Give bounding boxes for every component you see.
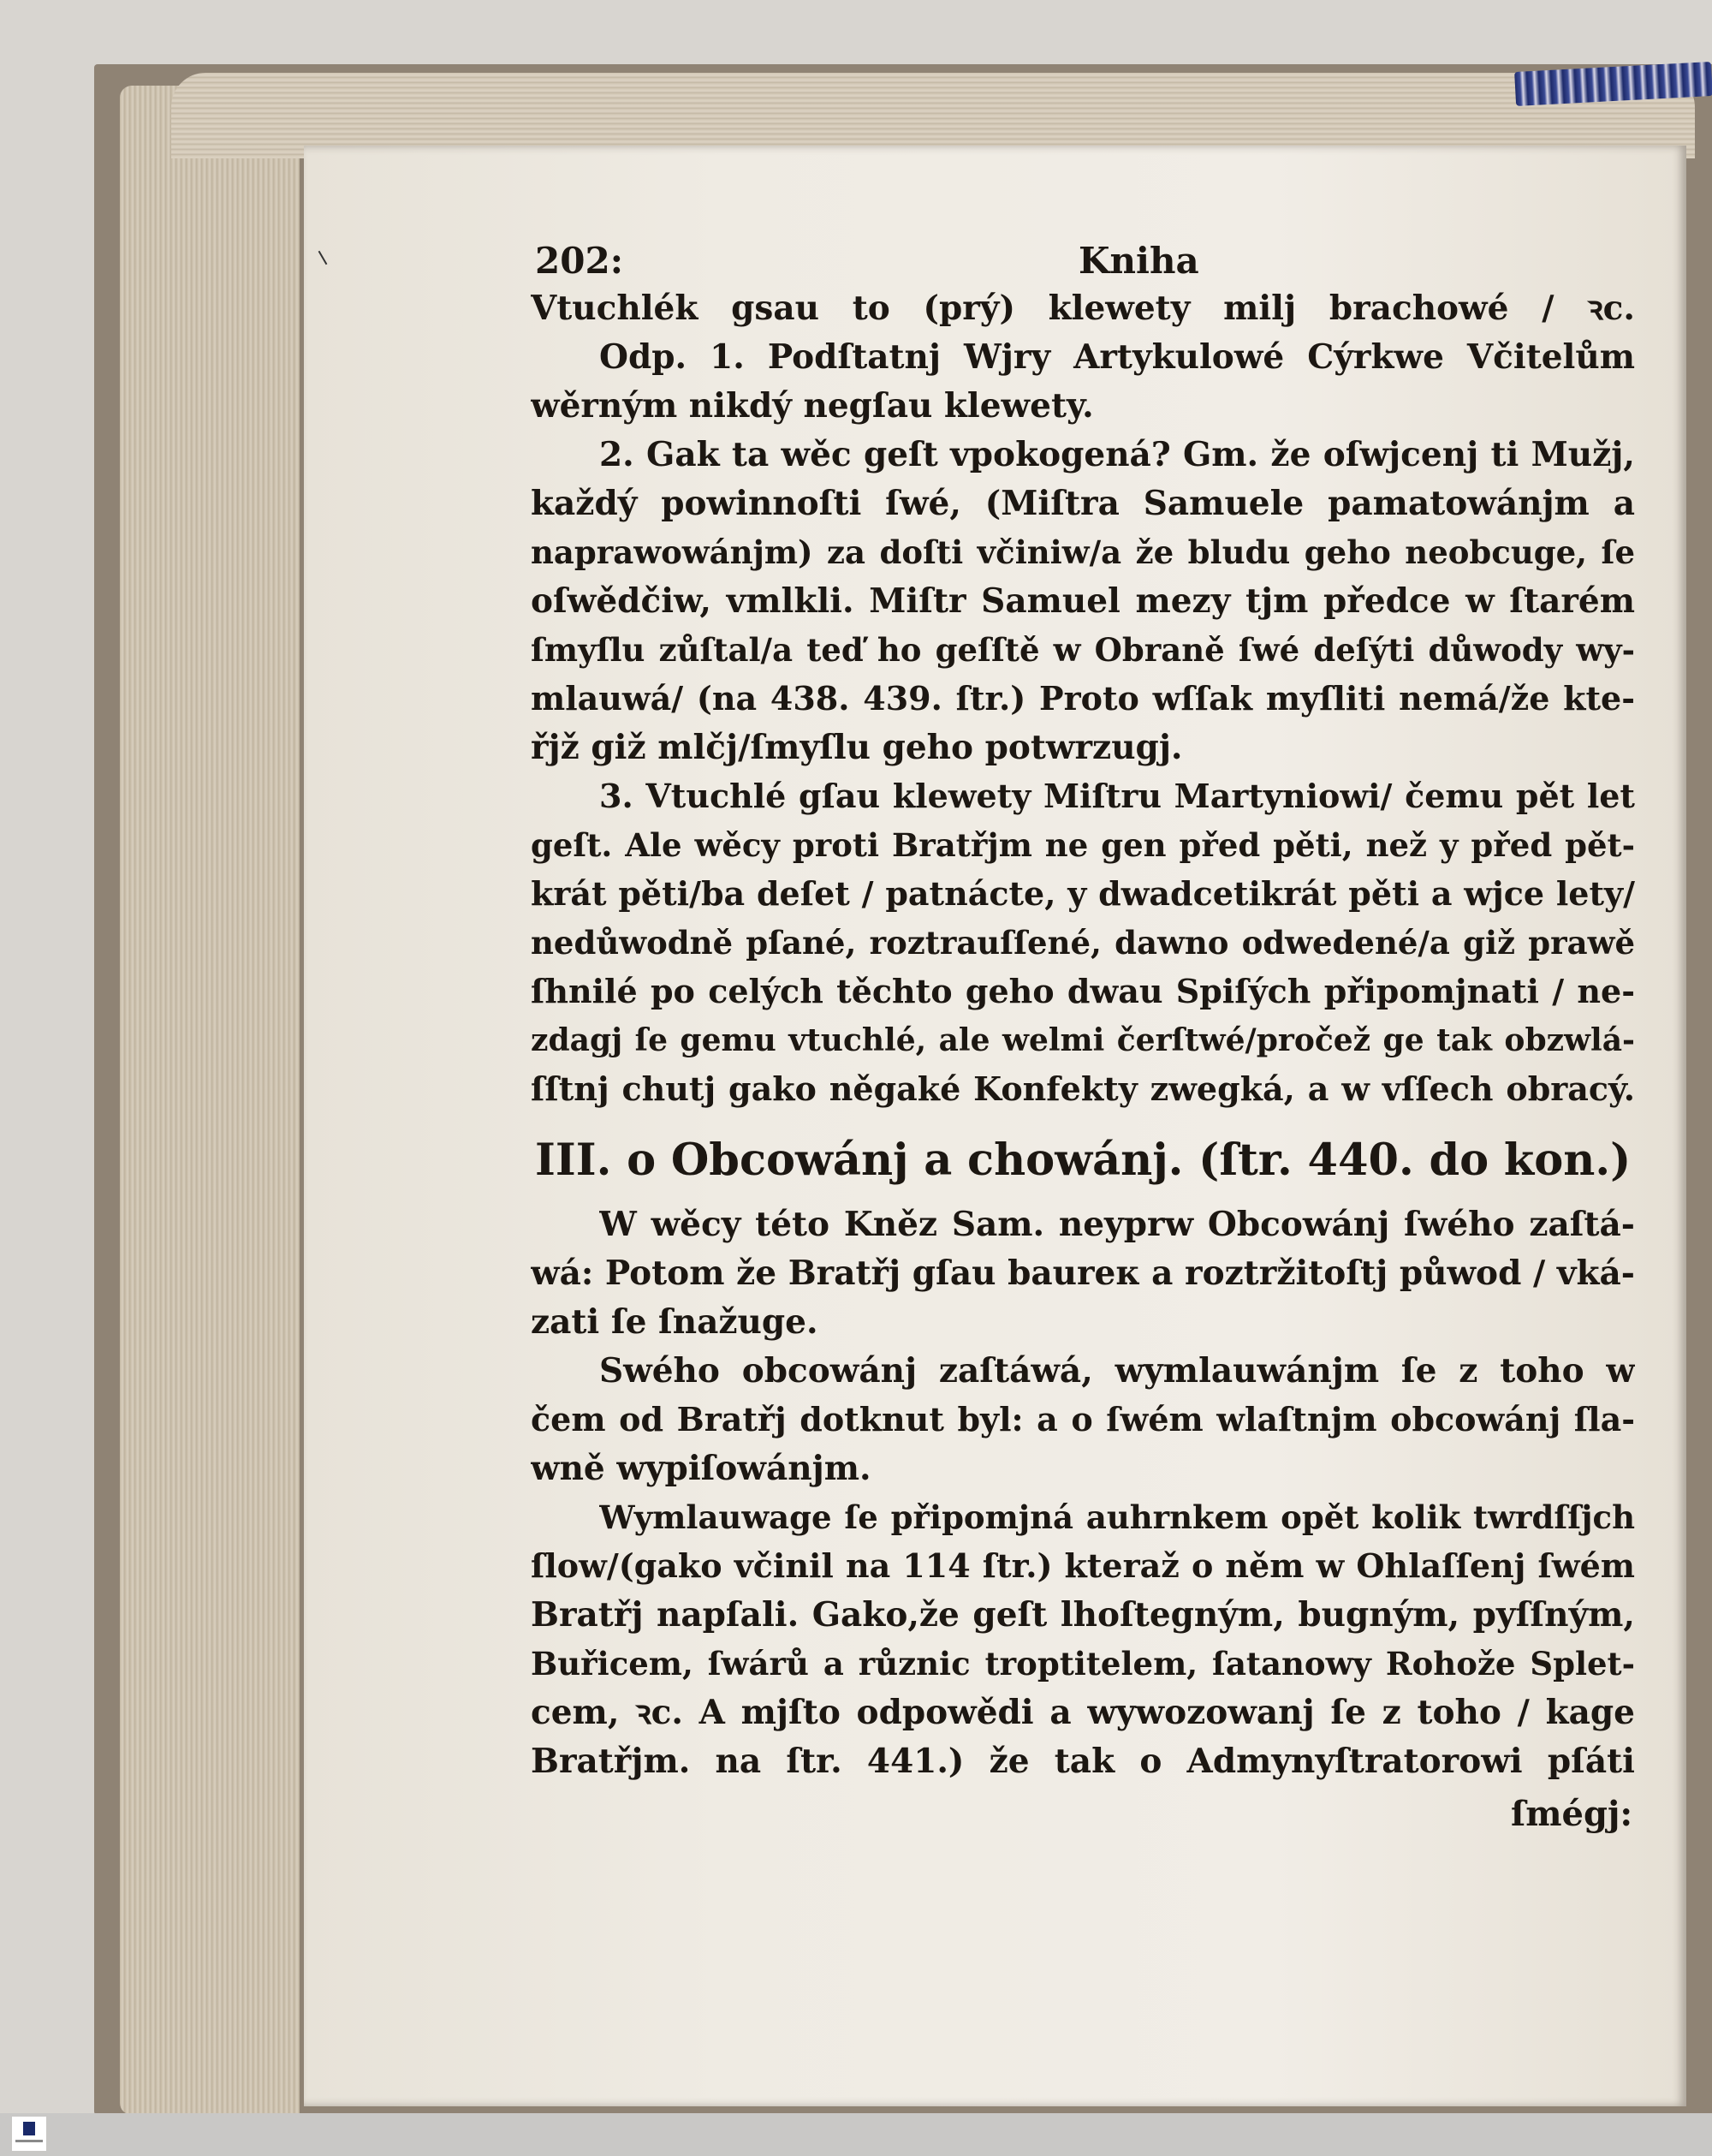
text-line: Vtuchlék gsau to (prý) klewety milj brachowé / ꝛc. [531, 289, 1635, 328]
page-edges [120, 86, 300, 2115]
text-line: Swého obcowánj zaſtáwá, wymlauwánjm ſe z toho w [599, 1351, 1635, 1391]
text-line: cem, ꝛc. A mjſto odpowědi a wywozowanj ſe z toho / kage [531, 1693, 1635, 1732]
library-logo-mark-icon [23, 2122, 35, 2135]
catchword: ſmégj: [1511, 1794, 1633, 1834]
library-logo-caption [15, 2140, 43, 2142]
text-line: zdagj ſe gemu vtuchlé, ale welmi čerſtwé/pročež ge tak obzwlá- [531, 1022, 1635, 1058]
text-line: wně wypiſowánjm. [531, 1449, 871, 1488]
text-line: Odp. 1. Podſtatnj Wjry Artykulowé Cýrkwe Včitelům [599, 337, 1635, 377]
section-heading: III. o Obcowánj a chowánj. (ſtr. 440. do kon.) [535, 1135, 1632, 1186]
text-line: Bratřjm. na ſtr. 441.) že tak o Admynyſtratorowi pſáti [531, 1742, 1635, 1781]
text-line: wá: Potom že Bratřj gſau baureк a roztržitoſtj půwod / vká- [531, 1254, 1635, 1293]
text-line: oſwědčiw, vmlkli. Miſtr Samuel mezy tjm předce w ſtarém [531, 581, 1635, 621]
text-line: 3. Vtuchlé gſau klewety Miſtru Martyniowi/ čemu pět let [599, 777, 1635, 815]
text-line: každý powinnoſti ſwé, (Miſtra Samuele pamatowánjm a [531, 484, 1635, 523]
text-line: Buřicem, ſwárů a různic troptitelem, ſatanowy Rohože Splet- [531, 1645, 1635, 1683]
page-number: 202: [535, 240, 624, 282]
text-line: geſt. Ale wěcy proti Bratřjm ne gen před pěti, než y před pět- [531, 826, 1635, 864]
text-line: zati ſe ſnažuge. [531, 1302, 818, 1342]
text-line: naprawowánjm) za doſti včiniw/a že bludu geho neobcuge, ſe [531, 533, 1635, 571]
text-line: nedůwodně pſané, roztrauſſené, dawno odwedené/a giž prawě [531, 924, 1635, 962]
library-logo [12, 2117, 46, 2151]
text-line: W wěcy této Kněz Sam. neyprw Obcowánj ſwého zaſtá- [599, 1205, 1635, 1244]
text-line: 2. Gak ta wěc geſt vpokogená? Gm. že oſwjcenj ti Mužj, [599, 435, 1635, 474]
text-line: ſſtnj chutj gako něgaké Konfekty zwegká, a w vſſech obracý. [531, 1069, 1635, 1108]
text-line: Wymlauwage ſe připomjná auhrnkem opět kolik twrdſſjch [599, 1498, 1635, 1536]
text-line: čem od Bratřj dotknut byl: a o ſwém wlaſtnjm obcowánj ſla- [531, 1400, 1635, 1438]
text-line: řjž giž mlčj/ſmyſlu geho potwrzugj. [531, 728, 1183, 767]
text-line: Bratřj napſali. Gako,že geſt lhoſtegným, bugným, pyſſným, [531, 1595, 1635, 1635]
text-line: krát pěti/ba deſet / patnácte, y dwadcetikrát pěti a wjce lety/ [531, 874, 1635, 913]
text-line: ſmyſlu zůſtal/a teď ho geſſtě w Obraně ſwé deſýti důwody wy- [531, 631, 1635, 669]
text-line: ſhnilé po celých těchto geho dwau Spiſých připomjnati / ne- [531, 972, 1635, 1010]
text-line: ſlow/(gako včinil na 114 ſtr.) kteraž o něm w Ohlaſſenj ſwém [531, 1546, 1635, 1585]
scan-footer [0, 2113, 1712, 2156]
text-line: mlauwá/ (na 438. 439. ſtr.) Proto wſſak myſliti nemá/že kte- [531, 679, 1635, 718]
text-line: wěrným nikdý negſau klewety. [531, 386, 1094, 426]
running-title: Kniha [1079, 240, 1199, 282]
